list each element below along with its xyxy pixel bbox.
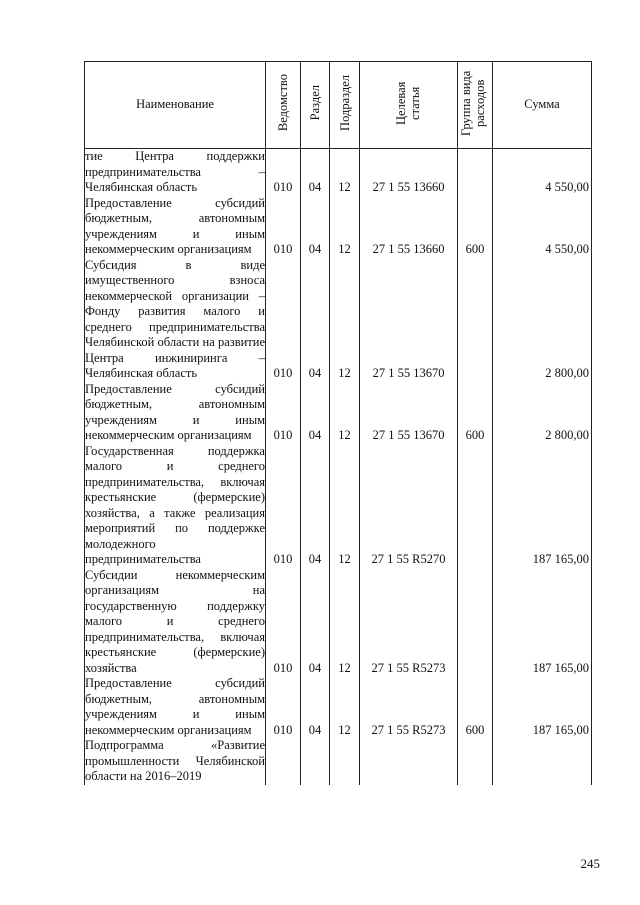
row-sum: 2 800,00 bbox=[493, 258, 592, 382]
row-target: 27 1 55 R5273 bbox=[360, 676, 458, 738]
row-target: 27 1 55 13670 bbox=[360, 382, 458, 444]
table-row bbox=[85, 196, 592, 258]
table-row bbox=[85, 444, 592, 568]
row-section: 04 bbox=[301, 382, 330, 444]
row-dept bbox=[266, 738, 301, 785]
row-sum: 187 165,00 bbox=[493, 676, 592, 738]
row-sum: 2 800,00 bbox=[493, 382, 592, 444]
row-name bbox=[85, 258, 266, 382]
header-subsection: Подраздел bbox=[330, 62, 360, 149]
row-subsection: 12 bbox=[330, 568, 360, 677]
row-dept: 010 bbox=[266, 444, 301, 568]
row-name bbox=[85, 444, 266, 568]
row-sum: 4 550,00 bbox=[493, 149, 592, 196]
row-dept: 010 bbox=[266, 568, 301, 677]
row-section: 04 bbox=[301, 676, 330, 738]
row-dept: 010 bbox=[266, 149, 301, 196]
row-section: 04 bbox=[301, 196, 330, 258]
row-dept: 010 bbox=[266, 258, 301, 382]
row-group: 600 bbox=[458, 382, 493, 444]
row-dept: 010 bbox=[266, 676, 301, 738]
header-target: Целевая статья bbox=[360, 62, 458, 149]
row-group bbox=[458, 738, 493, 785]
row-subsection bbox=[330, 738, 360, 785]
row-dept: 010 bbox=[266, 196, 301, 258]
row-target: 27 1 55 13660 bbox=[360, 196, 458, 258]
row-target bbox=[360, 738, 458, 785]
row-subsection: 12 bbox=[330, 676, 360, 738]
table-row bbox=[85, 149, 592, 196]
row-group bbox=[458, 149, 493, 196]
row-section: 04 bbox=[301, 444, 330, 568]
row-name bbox=[85, 738, 266, 785]
row-name-text: Субсидия в виде имущественного взноса некоммерческой организации – Фонду развития малого и среднего предпринимательства Челябинской области на развитие Центра инжиниринга – Челябинская область bbox=[85, 257, 265, 380]
row-section: 04 bbox=[301, 258, 330, 382]
table-header-row bbox=[85, 62, 592, 149]
table-row bbox=[85, 676, 592, 738]
row-name-text: Государственная поддержка малого и среднего предпринимательства, включая крестьянские (фермерские) хозяйства, а также реализация мероприятий по поддержке молодежного предпринимательства bbox=[85, 443, 265, 566]
row-group: 600 bbox=[458, 676, 493, 738]
row-name bbox=[85, 149, 266, 196]
row-name-text: Субсидии некоммерческим организациям на государственную поддержку малого и среднего предпринимательства, включая крестьянские (фермерские) хозяйства bbox=[85, 567, 265, 675]
row-group bbox=[458, 444, 493, 568]
row-name-text: Предоставление субсидий бюджетным, автономным учреждениям и иным некоммерческим организациям bbox=[85, 195, 265, 256]
row-name-text: Предоставление субсидий бюджетным, автономным учреждениям и иным некоммерческим организациям bbox=[85, 676, 265, 737]
row-name bbox=[85, 196, 266, 258]
row-sum: 187 165,00 bbox=[493, 444, 592, 568]
row-subsection: 12 bbox=[330, 444, 360, 568]
row-target: 27 1 55 R5270 bbox=[360, 444, 458, 568]
row-name-text: тие Центра поддержки предпринимательства – Челябинская область bbox=[85, 149, 265, 194]
row-sum bbox=[493, 738, 592, 785]
row-name-text: Подпрограмма «Развитие промышленности Челябинской области на 2016–2019 bbox=[85, 738, 265, 783]
header-name: Наименование bbox=[85, 62, 266, 149]
page-number: 245 bbox=[580, 856, 600, 871]
row-section: 04 bbox=[301, 149, 330, 196]
row-subsection: 12 bbox=[330, 196, 360, 258]
row-name bbox=[85, 568, 266, 677]
table-row bbox=[85, 382, 592, 444]
header-dept: Ведомство bbox=[266, 62, 301, 149]
header-sum: Сумма bbox=[493, 62, 592, 149]
row-sum: 4 550,00 bbox=[493, 196, 592, 258]
row-section: 04 bbox=[301, 568, 330, 677]
row-group bbox=[458, 568, 493, 677]
row-subsection: 12 bbox=[330, 382, 360, 444]
row-group: 600 bbox=[458, 196, 493, 258]
row-name bbox=[85, 382, 266, 444]
header-section: Раздел bbox=[301, 62, 330, 149]
header-group: Группа вида расходов bbox=[458, 62, 493, 149]
row-sum: 187 165,00 bbox=[493, 568, 592, 677]
budget-table bbox=[84, 61, 592, 785]
row-target: 27 1 55 13660 bbox=[360, 149, 458, 196]
row-name-text: Предоставление субсидий бюджетным, автономным учреждениям и иным некоммерческим организациям bbox=[85, 381, 265, 442]
row-target: 27 1 55 13670 bbox=[360, 258, 458, 382]
row-section bbox=[301, 738, 330, 785]
row-target: 27 1 55 R5273 bbox=[360, 568, 458, 677]
row-subsection: 12 bbox=[330, 258, 360, 382]
table-row bbox=[85, 738, 592, 785]
row-dept: 010 bbox=[266, 382, 301, 444]
row-name bbox=[85, 676, 266, 738]
row-group bbox=[458, 258, 493, 382]
table-row bbox=[85, 568, 592, 677]
row-subsection: 12 bbox=[330, 149, 360, 196]
table-row bbox=[85, 258, 592, 382]
